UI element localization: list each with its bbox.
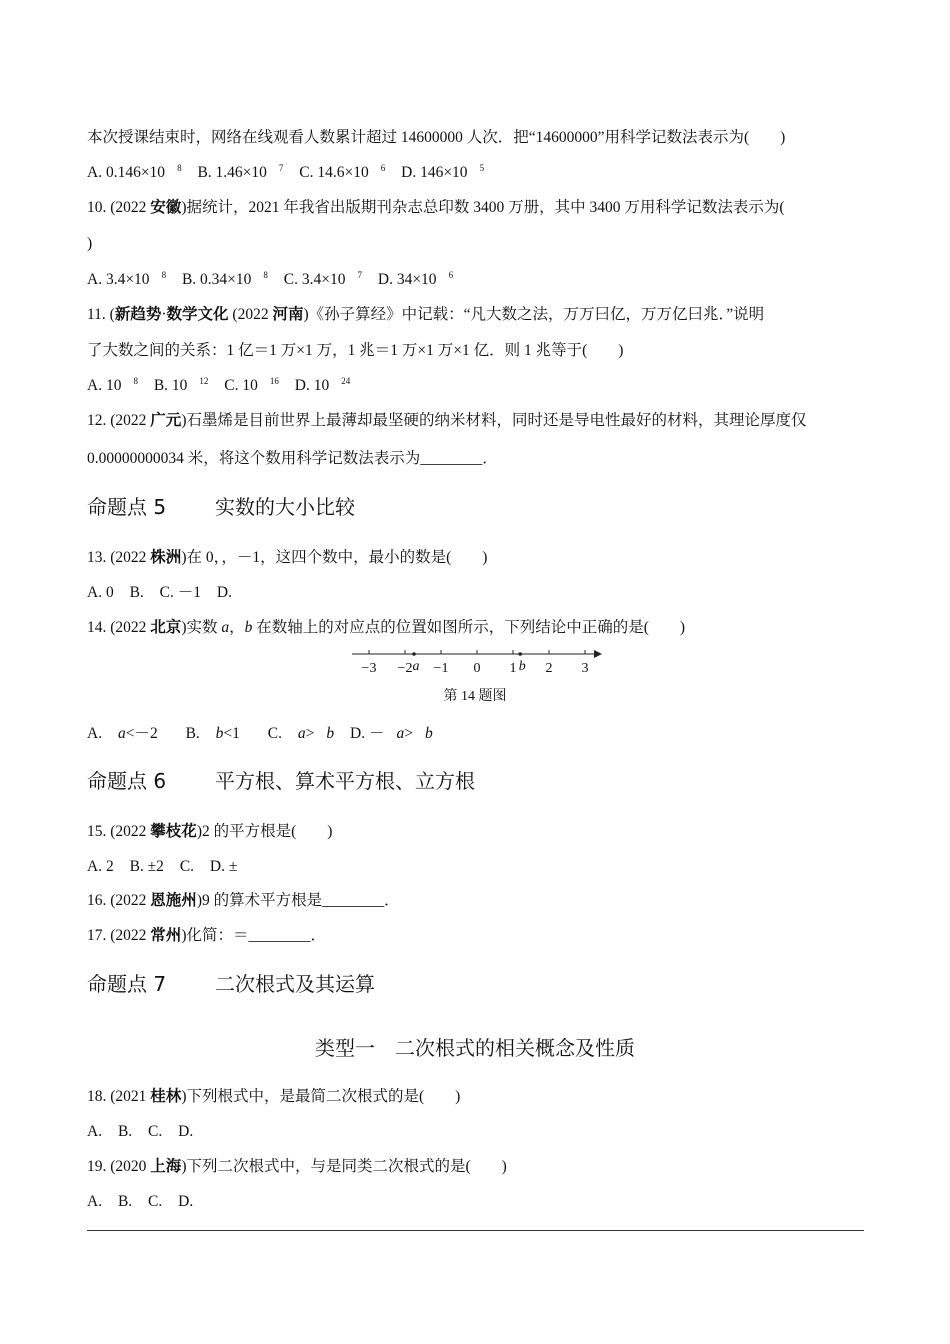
question-source: 北京 [150, 619, 182, 636]
question-11-text: 11. (新趋势·数学文化 (2022 河南)《孙子算经》中记载：“凡大数之法，万万曰亿，万万亿曰兆．”说明 [87, 306, 765, 323]
option-c[interactable]: C. [179, 858, 198, 875]
point-b-label: b [518, 659, 526, 674]
question-source: 河南 [272, 306, 304, 323]
question-11-text-cont: 了大数之间的关系：1 亿＝1 万×1 万，1 兆＝1 万×1 万×1 亿．则 1 兆等于( ) [87, 342, 624, 359]
option-d[interactable]: D. ± [209, 858, 238, 875]
question-11-options [87, 376, 867, 396]
number-line-tick-label: 2 [545, 661, 553, 676]
question-19-options [87, 1192, 867, 1212]
option-d[interactable]: D. 10 $^{24}$ [294, 376, 351, 394]
question-source: 株洲 [150, 549, 182, 566]
option-b[interactable]: B. [117, 1193, 137, 1210]
number-line-tick-label: 3 [581, 661, 589, 676]
option-d[interactable]: D. － a> b [350, 725, 433, 742]
option-d[interactable]: D. 34×10 $^6$ [377, 270, 454, 288]
question-source: 桂林 [150, 1088, 182, 1105]
number-line-tick-label: 1 [509, 661, 517, 676]
option-c[interactable]: C. 3.4×10 $^7$ [283, 270, 362, 288]
option-a[interactable]: A. [87, 1193, 106, 1210]
number-line-tick-label: 0 [473, 661, 481, 676]
number-line-tick-label: −1 [433, 661, 449, 676]
question-12-text-cont: 0.00000000034 米，将这个数用科学记数法表示为________． [87, 450, 498, 467]
number-line-tick-label: −3 [361, 661, 377, 676]
question-source: 广元 [150, 412, 182, 429]
page-divider [87, 1230, 864, 1231]
option-d[interactable]: D. [178, 1193, 194, 1210]
question-source: 恩施州 [150, 892, 197, 909]
section-heading-7: 命题点 7 二次根式及其运算 [87, 972, 375, 996]
option-a[interactable]: A. 0.146×10 $^8$ [87, 163, 182, 181]
option-c[interactable]: C. 10 $^{16}$ [224, 376, 279, 394]
option-a[interactable]: A. 0 [87, 584, 114, 601]
question-14-options [87, 724, 867, 744]
question-9-text: 本次授课结束时，网络在线观看人数累计超过 14600000 人次．把“14600000”用科学记数法表示为( ) [87, 129, 786, 146]
question-source: 攀枝花 [150, 823, 197, 840]
question-10-text-cont: ) [87, 235, 93, 252]
point-a-marker [412, 652, 416, 656]
option-c[interactable]: C. 14.6×10 $^6$ [299, 163, 386, 181]
question-9-options [87, 163, 867, 183]
section-heading-6: 命题点 6 平方根、算术平方根、立方根 [87, 769, 475, 793]
option-d[interactable]: D. 146×10 $^5$ [401, 163, 485, 181]
question-source: 常州 [150, 927, 182, 944]
question-12-text: 12. (2022 广元)石墨烯是目前世界上最薄却最坚硬的纳米材料，同时还是导电性最好的材料，其理论厚度仅 [87, 412, 807, 429]
option-c[interactable]: C. [148, 1193, 167, 1210]
question-15-options [87, 857, 867, 877]
question-10-text: 10. (2022 安徽)据统计，2021 年我省出版期刊杂志总印数 3400 万册，其中 3400 万用科学记数法表示为( [87, 199, 785, 216]
number-line-arrow [594, 650, 602, 658]
option-c[interactable]: C. －1 [159, 584, 202, 601]
type-heading: 类型一 二次根式的相关概念及性质 [315, 1036, 635, 1060]
question-19-text: 19. (2020 上海)下列二次根式中，与是同类二次根式的是( ) [87, 1158, 507, 1175]
question-14-text: 14. (2022 北京)实数 a，b 在数轴上的对应点的位置如图所示，下列结论中正确的是( ) [87, 619, 686, 636]
option-a[interactable]: A. 3.4×10 $^8$ [87, 270, 167, 288]
question-18-text: 18. (2021 桂林)下列根式中，是最简二次根式的是( ) [87, 1088, 461, 1105]
question-source: 安徽 [150, 199, 182, 216]
option-c[interactable]: C. [148, 1123, 167, 1140]
figure-14-caption: 第 14 题图 [443, 689, 507, 704]
section-heading-5: 命题点 5 实数的大小比较 [87, 495, 355, 519]
option-b[interactable]: B. 0.34×10 $^8$ [181, 270, 268, 288]
option-d[interactable]: D. [216, 584, 232, 601]
option-a[interactable]: A. a<－2 [87, 725, 158, 742]
number-line-tick-label: −2 [397, 661, 413, 676]
question-10-options [87, 270, 867, 290]
option-b[interactable]: B. [129, 584, 148, 601]
point-b-marker [518, 652, 522, 656]
option-b[interactable]: B. b<1 [185, 725, 240, 742]
question-18-options [87, 1122, 867, 1142]
point-a-label: a [412, 659, 420, 674]
option-b[interactable]: B. ±2 [129, 858, 164, 875]
option-c[interactable]: C. a> b [267, 725, 335, 742]
question-13-options [87, 583, 867, 603]
question-13-text: 13. (2022 株洲)在 0，，－1，这四个数中，最小的数是( ) [87, 549, 488, 566]
option-b[interactable]: B. 10 $^{12}$ [153, 376, 209, 394]
option-a[interactable]: A. [87, 1123, 106, 1140]
question-source: 上海 [150, 1158, 182, 1175]
question-15-text: 15. (2022 攀枝花)2 的平方根是( ) [87, 823, 333, 840]
option-a[interactable]: A. 2 [87, 858, 114, 875]
option-d[interactable]: D. [178, 1123, 194, 1140]
question-17-text: 17. (2022 常州)化简：＝________． [87, 927, 326, 944]
option-b[interactable]: B. [117, 1123, 137, 1140]
option-a[interactable]: A. 10 $^8$ [87, 376, 138, 394]
question-16-text: 16. (2022 恩施州)9 的算术平方根是________． [87, 892, 400, 909]
number-line-figure [350, 646, 606, 676]
option-b[interactable]: B. 1.46×10 $^7$ [197, 163, 284, 181]
